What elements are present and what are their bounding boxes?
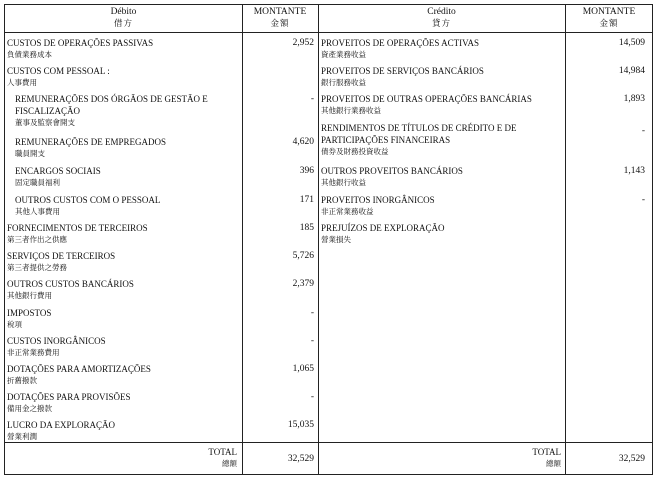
debit-total-amount: 32,529: [287, 454, 314, 464]
credit-amount: 1,893: [623, 94, 645, 104]
debit-row: OUTROS CUSTOS BANCÁRIOS 其他銀行費用: [7, 279, 134, 300]
debit-row: OUTROS CUSTOS COM O PESSOAL 其他人事費用: [15, 195, 161, 216]
debit-amount: -: [310, 392, 314, 402]
debit-row: CUSTOS INORGÂNICOS 非正常業務費用: [7, 336, 106, 357]
debit-amount: 396: [299, 166, 314, 176]
column-divider: [242, 5, 243, 474]
debit-row: REMUNERAÇÕES DOS ÓRGÃOS DE GESTÃO E FISCALIZAÇÃO 董事及監察會開支: [15, 94, 208, 127]
debit-row: REMUNERAÇÕES DE EMPREGADOS 職員開支: [15, 137, 167, 158]
header-divider: [5, 32, 652, 33]
credit-amount: -: [641, 195, 645, 205]
debit-amount: 15,035: [287, 420, 314, 430]
debit-amount: 171: [299, 195, 314, 205]
credit-row: PREJUÍZOS DE EXPLORAÇÃO 營業損失: [321, 223, 445, 244]
debit-total-label: TOTAL 總額: [208, 447, 237, 468]
debit-amount: 5,726: [292, 251, 314, 261]
credit-row: PROVEITOS DE OPERAÇÕES ACTIVAS 資產業務收益: [321, 38, 479, 59]
debit-row: FORNECIMENTOS DE TERCEIROS 第三者作出之供應: [7, 223, 148, 244]
credit-total-label: TOTAL 總額: [532, 447, 561, 468]
debit-row: CUSTOS COM PESSOAL : 人事費用: [7, 66, 110, 87]
debit-row: ENCARGOS SOCIAIS 固定職員福利: [15, 166, 101, 187]
credit-header: Crédito 貸方: [427, 7, 456, 29]
credit-row: OUTROS PROVEITOS BANCÁRIOS 其他銀行收益: [321, 166, 463, 187]
debit-amount: 4,620: [292, 137, 314, 147]
credit-row: PROVEITOS INORGÂNICOS 非正常業務收益: [321, 195, 435, 216]
column-divider: [565, 5, 566, 474]
debit-amount: -: [310, 336, 314, 346]
credit-amount: 14,509: [618, 38, 645, 48]
credit-amount: -: [641, 126, 645, 136]
debit-amount: 2,379: [292, 279, 314, 289]
debit-row: CUSTOS DE OPERAÇÕES PASSIVAS 負債業務成本: [7, 38, 154, 59]
debit-amount: 185: [299, 223, 314, 233]
debit-amount: -: [310, 308, 314, 318]
credit-row: PROVEITOS DE SERVIÇOS BANCÁRIOS 銀行服務收益: [321, 66, 484, 87]
credit-amount: 1,143: [623, 166, 645, 176]
credit-row: PROVEITOS DE OUTRAS OPERAÇÕES BANCÁRIAS 其他銀行業務收益: [321, 94, 532, 115]
credit-row: RENDIMENTOS DE TÍTULOS DE CRÉDITO E DE PARTICIPAÇÕES FINANCEIRAS 債券及財務投資收益: [321, 123, 517, 156]
column-divider: [318, 5, 319, 474]
debit-header: Débito 借方: [110, 7, 137, 29]
debit-row: SERVIÇOS DE TERCEIROS 第三者提供之勞務: [7, 251, 116, 272]
amount-header-right: MONTANTE 金額: [582, 7, 636, 29]
debit-row: DOTAÇÕES PARA PROVISÕES 備用金之撥款: [7, 392, 131, 413]
amount-header-left: MONTANTE 金額: [253, 7, 307, 29]
credit-total-amount: 32,529: [618, 454, 645, 464]
debit-amount: 1,065: [292, 364, 314, 374]
debit-row: LUCRO DA EXPLORAÇÃO 營業利潤: [7, 420, 116, 441]
profit-loss-table: [4, 4, 653, 475]
credit-amount: 14,984: [618, 66, 645, 76]
debit-row: IMPOSTOS 稅項: [7, 308, 52, 329]
debit-amount: -: [310, 94, 314, 104]
debit-row: DOTAÇÕES PARA AMORTIZAÇÕES 折舊撥款: [7, 364, 151, 385]
debit-amount: 2,952: [292, 38, 314, 48]
